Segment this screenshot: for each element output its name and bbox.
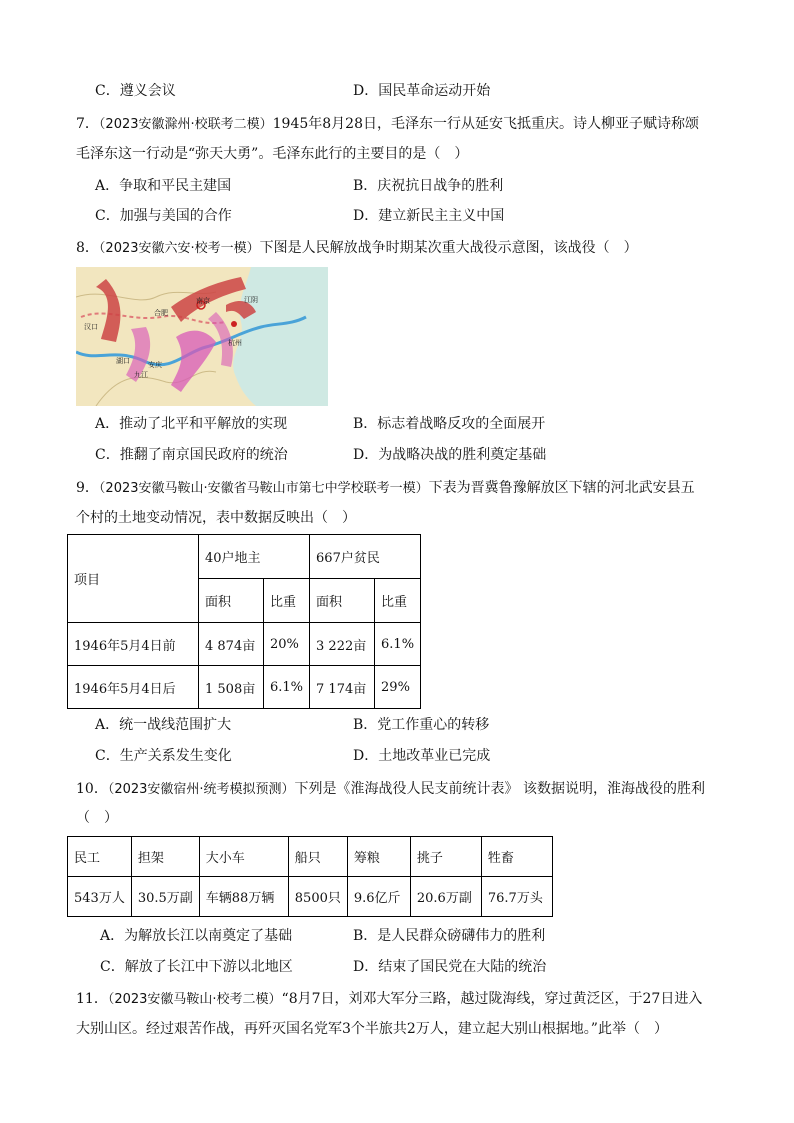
q10-source: （2023安徽宿州·统考模拟预测） [107,782,295,797]
q8-option-a: A．推动了北平和平解放的实现 [95,416,288,432]
table-cell: 7 174亩 [310,666,375,709]
q8-option-b: B．标志着战略反攻的全面展开 [353,416,546,432]
q9-table-group-landlords: 40户地主 [199,535,310,579]
map-label-hankou: 汉口 [84,323,98,331]
table-cell: 1 508亩 [199,666,264,709]
table-row [68,877,553,917]
q9-table-sub-ratio-1: 比重 [264,579,310,623]
q8-number: 8． [76,240,99,256]
q8-option-c: C．推翻了南京国民政府的统治 [95,447,288,463]
q9-option-c: C．生产关系发生变化 [95,748,232,764]
map-label-nanjing: 南京 [196,297,210,305]
q10-number: 10． [76,781,108,797]
q9-table-group-poor: 667户贫民 [310,535,421,579]
table-header-cell: 大小车 [199,837,288,877]
table-header-row [68,837,553,877]
table-cell: 3 222亩 [310,623,375,666]
map-label-jiujiang: 九江 [134,371,148,379]
q7-stem-line-2: 毛泽东这一行动是“弥天大勇”。毛泽东此行的主要目的是（ ） [76,146,469,162]
q6-option-d: D．国民革命运动开始 [353,83,491,99]
q7-option-b: B．庆祝抗日战争的胜利 [353,178,504,194]
q11-stem-text-1: “8月7日，刘邓大军分三路，越过陇海线，穿过黄泛区，于27日进入 [281,991,703,1007]
q10-support-table [67,836,553,917]
table-cell: 29% [375,666,421,709]
table-cell: 20% [264,623,310,666]
table-cell: 1946年5月4日前 [68,623,199,666]
map-label-hukou: 湖口 [116,357,130,365]
q9-table-sub-ratio-2: 比重 [375,579,421,623]
table-cell: 9.6亿斤 [347,877,410,917]
table-cell: 76.7万头 [481,877,552,917]
q8-stem-text-1: 下图是人民解放战争时期某次重大战役示意图，该战役（ ） [259,240,638,256]
table-cell: 8500只 [288,877,347,917]
q9-stem-line-2: 个村的土地变动情况，表中数据反映出（ ） [76,510,356,526]
table-cell: 6.1% [264,666,310,709]
table-cell: 1946年5月4日后 [68,666,199,709]
q7-stem-text-1: 1945年8月28日，毛泽东一行从延安飞抵重庆。诗人柳亚子赋诗称颂 [272,116,699,132]
q9-option-a: A．统一战线范围扩大 [95,717,232,733]
q9-number: 9． [76,480,99,496]
map-label-hefei: 合肥 [154,309,168,317]
table-cell: 30.5万副 [131,877,199,917]
battle-map [76,267,328,406]
q11-number: 11． [76,991,108,1007]
q11-stem-line-1 [76,989,702,1010]
q8-stem-line-1 [76,238,638,259]
q10-option-c: C．解放了长江中下游以北地区 [100,959,293,975]
table-cell: 6.1% [375,623,421,666]
table-row [68,666,421,709]
q9-source: （2023安徽马鞍山·安徽省马鞍山市第七中学校联考一模） [98,481,429,496]
q7-stem-line-1 [76,114,699,135]
q9-option-b: B．党工作重心的转移 [353,717,490,733]
q8-source: （2023安徽六安·校考一模） [98,241,260,256]
q7-source: （2023安徽滁州·校联考二模） [98,117,273,132]
table-row [68,623,421,666]
q10-stem-line-1 [76,779,705,800]
table-cell: 4 874亩 [199,623,264,666]
q9-stem-line-1 [76,478,695,499]
q8-option-d: D．为战略决战的胜利奠定基础 [353,447,547,463]
table-header-cell: 担架 [131,837,199,877]
q6-option-c: C．遵义会议 [95,83,176,99]
table-header-cell: 民工 [68,837,132,877]
q9-table-sub-area-1: 面积 [199,579,264,623]
q7-option-d: D．建立新民主主义中国 [353,208,505,224]
table-header-cell: 挑子 [410,837,481,877]
map-label-hangzhou: 杭州 [228,339,242,347]
table-cell: 车辆88万辆 [199,877,288,917]
q9-table-header-item: 项目 [68,535,199,623]
q7-option-a: A．争取和平民主建国 [95,178,232,194]
table-header-cell: 船只 [288,837,347,877]
map-label-anqing: 安庆 [148,361,162,369]
table-cell: 20.6万副 [410,877,481,917]
q9-option-d: D．土地改革业已完成 [353,748,491,764]
map-label-jiangyin: 江阴 [244,296,258,304]
q10-option-a: A．为解放长江以南奠定了基础 [100,928,293,944]
table-header-cell: 牲畜 [481,837,552,877]
table-cell: 543万人 [68,877,132,917]
q7-number: 7． [76,116,99,132]
q11-stem-line-2: 大别山区。经过艰苦作战，再歼灭国名党军3个半旅共2万人，建立起大别山根据地。”此举（ ） [76,1021,668,1037]
q9-table-sub-area-2: 面积 [310,579,375,623]
q9-stem-text-1: 下表为晋冀鲁豫解放区下辖的河北武安县五 [428,480,695,496]
q10-option-b: B．是人民群众磅礴伟力的胜利 [353,928,546,944]
q10-stem-text-1: 下列是《淮海战役人民支前统计表》 该数据说明，淮海战役的胜利 [294,781,705,797]
q7-option-c: C．加强与美国的合作 [95,208,232,224]
q10-option-d: D．结束了国民党在大陆的统治 [353,959,547,975]
table-header-cell: 筹粮 [347,837,410,877]
q9-land-table [67,534,421,709]
q11-source: （2023安徽马鞍山·校考二模） [107,992,282,1007]
q10-stem-line-2: （ ） [76,810,118,826]
